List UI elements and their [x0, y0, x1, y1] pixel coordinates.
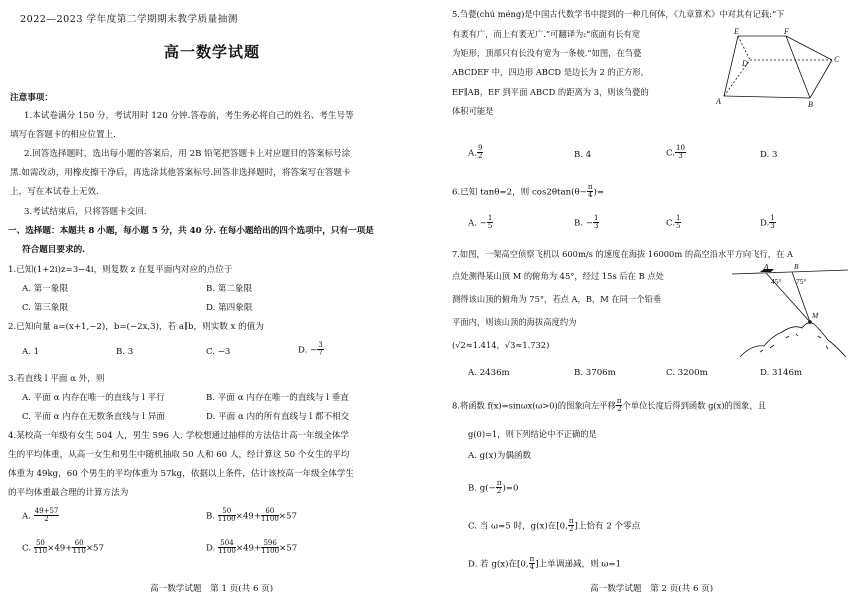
- q4-option-a: A. $\frac{49+57}{2}$: [22, 507, 59, 524]
- chumeng-figure: [716, 27, 850, 109]
- section-heading: 一、选择题：本题共 8 小题，每小题 5 分，共 40 分. 在每小题给出的四个选项中，只有一项是: [8, 226, 374, 236]
- question-7-line: 点处测得某山顶 M 的俯角为 45°，经过 15s 后在 B 点处: [452, 271, 664, 281]
- fig-label-e: E: [734, 27, 739, 36]
- q4-option-d: D. $\frac{504}{1100}$ ×49+ $\frac{596}{1100}$ ×57: [206, 539, 298, 556]
- question-3: 3.若直线 l 平面 α 外，则: [8, 374, 105, 384]
- fig-angle-75: 75°: [796, 277, 807, 286]
- q3-option-c: C. 平面 α 内存在无数条直线与 l 异面: [22, 412, 165, 422]
- q5-option-c: C. $\frac{10}{3}$: [666, 144, 685, 161]
- question-5-line: EF∥AB，EF 到平面 ABCD 的距离为 3，则该刍甍的: [452, 87, 649, 97]
- fig-label-a: A: [764, 262, 769, 271]
- fig-label-d: D: [742, 59, 748, 68]
- notice-line: 上，写在本试卷上无效.: [10, 187, 99, 197]
- notice-title: 注意事项：: [10, 93, 53, 103]
- question-6: 6.已知 tanθ=2，则 cos2θtan(θ− $\frac{\pi}{4}$ )=: [452, 183, 605, 200]
- section-heading-cont: 符合题目要求的.: [22, 245, 86, 255]
- question-5-line: 5.刍甍(chú méng)是中国古代数学书中提到的一种几何体，《九章算术》中对其有记载:“下: [452, 9, 785, 19]
- question-2: 2.已知向量 a=(x+1,−2)，b=(−2x,3)，若 a∥b，则实数 x 的值为: [8, 322, 264, 332]
- fig-label-b: B: [808, 100, 813, 109]
- q8-option-b: B. g(− $\frac{\pi}{2}$ )=0: [468, 479, 519, 496]
- question-5-line: 为矩形，顶部只有长没有宽为一条棱.”如图，在刍甍: [452, 48, 642, 58]
- q4-option-b: B. $\frac{50}{1100}$ ×49+ $\frac{60}{1100}$ ×57: [206, 507, 297, 524]
- q5-option-b: B. 4: [574, 150, 592, 160]
- fig-label-c: C: [834, 55, 840, 64]
- q7-option-b: B. 3706m: [574, 368, 616, 378]
- q7-option-d: D. 3146m: [760, 368, 803, 378]
- q8-option-a: A. g(x)为偶函数: [468, 451, 532, 461]
- question-1: 1.已知(1+2i)z=3−4i，则复数 z 在复平面内对应的点位于: [8, 265, 233, 275]
- notice-line: 黑.如需改动，用橡皮擦干净后，再选涂其他答案标号.回答非选择题时，将答案写在答题卡: [10, 168, 351, 178]
- q1-option-c: C. 第三象限: [22, 303, 69, 313]
- question-5-line: 体积可能是: [452, 106, 494, 116]
- aircraft-mountain-figure: [730, 262, 855, 360]
- question-4-line: 生的平均体重，从高一女生和男生中随机抽取 50 人和 60 人，经计算这 50 个女生的平均: [8, 450, 350, 460]
- question-7-line: (√2≈1.414，√3≈1.732): [452, 340, 550, 350]
- exam-header: 2022—2023 学年度第二学期期末教学质量抽测: [20, 14, 238, 25]
- question-7-line: 测得该山顶的俯角为 75°，若点 A，B，M 在同一个铅垂: [452, 294, 662, 304]
- notice-line: 3.考试结束后，只将答题卡交回.: [24, 207, 147, 217]
- question-4-line: 4.某校高一年级有女生 504 人，男生 596 人. 学校想通过抽样的方法估计高一年级全体学: [8, 431, 349, 441]
- fig-label-m: M: [812, 311, 819, 320]
- question-8-line: 8.将函数 f(x)=sinωx(ω>0)的图象向左平移 $\frac{\pi}{2}$ 个单位长度后得到函数 g(x)的图象，且: [452, 397, 767, 414]
- q4-option-c: C. $\frac{50}{110}$ ×49+ $\frac{60}{110}$ ×57: [22, 539, 104, 556]
- q2-option-c: C. −3: [206, 347, 231, 357]
- notice-line: 1.本试卷满分 150 分，考试用时 120 分钟.答卷前，考生务必将自己的姓名、考生号等: [24, 111, 354, 121]
- fig-label-f: F: [784, 27, 789, 36]
- q7-option-c: C. 3200m: [666, 368, 708, 378]
- page-2: [430, 0, 860, 604]
- q2-option-a: A. 1: [22, 347, 40, 357]
- q1-option-a: A. 第一象限: [22, 284, 69, 294]
- question-4-line: 体重为 49kg，60 个男生的平均体重为 57kg，依据以上条件，估计该校高一年级全体学生: [8, 469, 355, 479]
- question-8-line: g(0)=1，则下列结论中不正确的是: [468, 429, 597, 439]
- fig-label-a: A: [716, 97, 721, 106]
- q1-option-d: D. 第四象限: [206, 303, 253, 313]
- q5-option-a: A. $\frac{9}{2}$: [468, 144, 483, 161]
- q8-option-d: D. 若 g(x)在[0, $\frac{\pi}{4}$ ]上单调递减，则 ω=1: [468, 555, 622, 572]
- notice-line: 填写在答题卡的相应位置上.: [10, 130, 116, 140]
- q7-option-a: A. 2436m: [468, 368, 510, 378]
- q3-option-a: A. 平面 α 内存在唯一的直线与 l 平行: [22, 393, 165, 403]
- q3-option-b: B. 平面 α 内存在唯一的直线与 l 垂直: [206, 393, 349, 403]
- question-4-line: 的平均体重最合理的计算方法为: [8, 488, 129, 498]
- q1-option-b: B. 第二象限: [206, 284, 253, 294]
- q8-option-c: C. 当 ω=5 时，g(x)在[0, $\frac{\pi}{2}$ ]上恰有 2 个零点: [468, 517, 641, 534]
- q5-option-d: D. 3: [760, 150, 778, 160]
- question-5-line: ABCDEF 中，四边形 ABCD 是边长为 2 的正方形，: [452, 67, 649, 77]
- page-footer: 高一数学试题 第 2 页(共 6 页): [590, 584, 714, 594]
- fig-angle-45: 45°: [771, 277, 782, 286]
- q6-option-d: D. $\frac{1}{3}$: [760, 214, 775, 231]
- q6-option-c: C. $\frac{1}{5}$: [666, 214, 681, 231]
- question-7-line: 7.如图，一架高空侦察飞机以 600m/s 的速度在海拔 16000m 的高空沿水平方向飞行，在 A: [452, 249, 794, 259]
- q6-option-a: A. − $\frac{1}{5}$: [468, 214, 493, 231]
- fig-label-b: B: [794, 262, 799, 271]
- q3-option-d: D. 平面 α 内的所有直线与 l 都不相交: [206, 412, 350, 422]
- q2-option-b: B. 3: [116, 347, 134, 357]
- q6-option-b: B. − $\frac{1}{3}$: [574, 214, 599, 231]
- notice-line: 2.回答选择题时，选出每小题的答案后，用 2B 铅笔把答题卡上对应题目的答案标号涂: [24, 149, 351, 159]
- question-5-line: 有袤有广，而上有袤无广.”可翻译为:“底面有长有宽: [452, 29, 641, 39]
- question-7-line: 平面内，则该山顶的海拔高度约为: [452, 317, 577, 327]
- exam-title: 高一数学试题: [164, 43, 261, 61]
- page-footer: 高一数学试题 第 1 页(共 6 页): [150, 584, 274, 594]
- q2-option-d: D. − $\frac{3}{7}$: [298, 341, 323, 358]
